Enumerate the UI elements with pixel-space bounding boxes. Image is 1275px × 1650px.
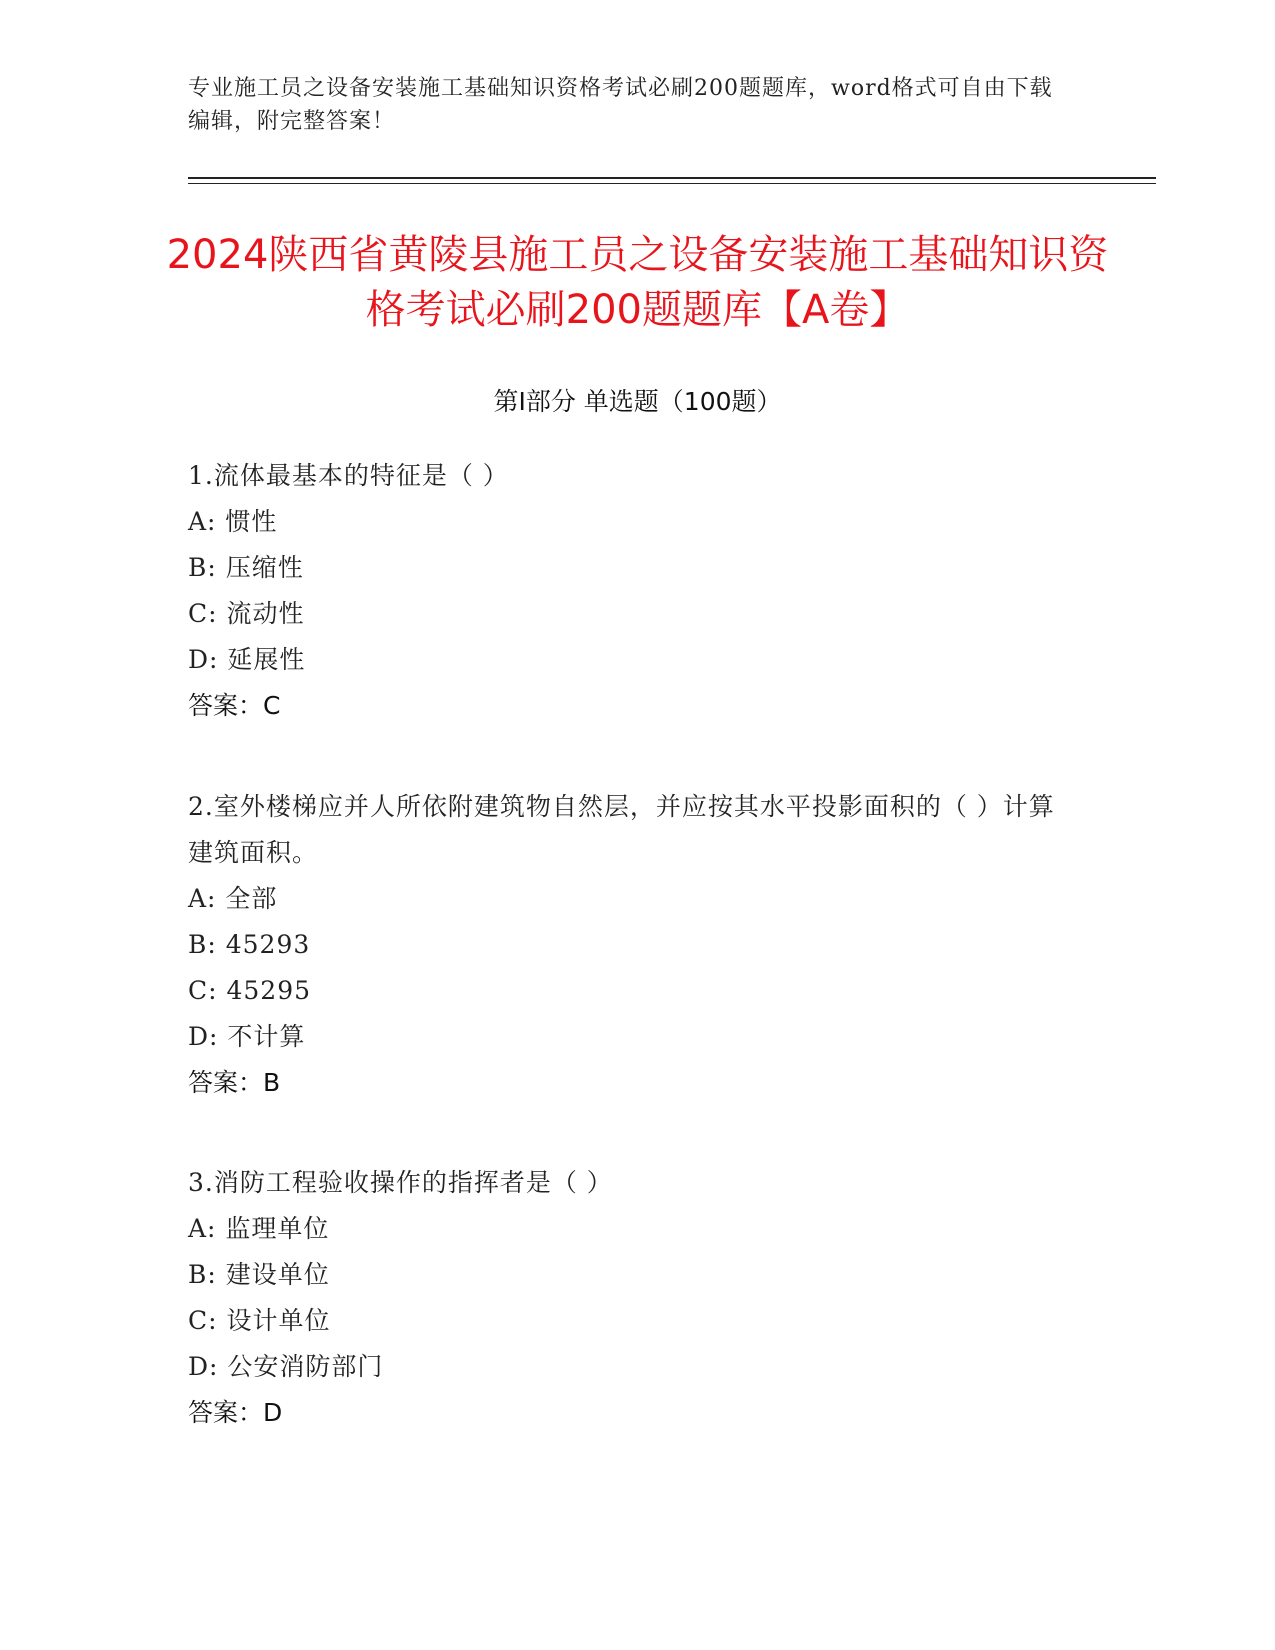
header-rule-thin [188,183,1156,184]
section-title: 第Ⅰ部分 单选题（100题） [493,387,782,416]
option-d: D: 延展性 [188,645,306,674]
option-a: A: 惯性 [188,507,278,536]
option-a: A: 全部 [188,884,278,913]
header-note: 专业施工员之设备安装施工基础知识资格考试必刷200题题库，word格式可自由下载编辑，附完整答案！ [188,76,1053,134]
question-stem: 1.流体最基本的特征是（ ） [188,461,509,490]
answer-line: 答案：D [188,1398,283,1427]
document-title: 2024陕西省黄陵县施工员之设备安装施工基础知识资格考试必刷200题题库【A卷】 [166,232,1109,333]
option-c: C: 设计单位 [188,1306,331,1335]
question-stem: 2.室外楼梯应并人所依附建筑物自然层，并应按其水平投影面积的（ ）计算建筑面积。 [188,792,1055,867]
answer-line: 答案：B [188,1068,281,1097]
answer-line: 答案：C [188,691,281,720]
option-b: B: 建设单位 [188,1260,330,1289]
question-2 [188,784,1068,1106]
option-b: B: 压缩性 [188,553,304,582]
question-1 [188,453,1068,729]
question-stem: 3.消防工程验收操作的指挥者是（ ） [188,1168,613,1197]
option-c: C: 45295 [188,976,312,1005]
header-rule-thick [188,177,1156,179]
option-a: A: 监理单位 [188,1214,330,1243]
option-d: D: 不计算 [188,1022,306,1051]
option-c: C: 流动性 [188,599,305,628]
option-d: D: 公安消防部门 [188,1352,384,1381]
option-b: B: 45293 [188,930,311,959]
question-3 [188,1160,1068,1436]
